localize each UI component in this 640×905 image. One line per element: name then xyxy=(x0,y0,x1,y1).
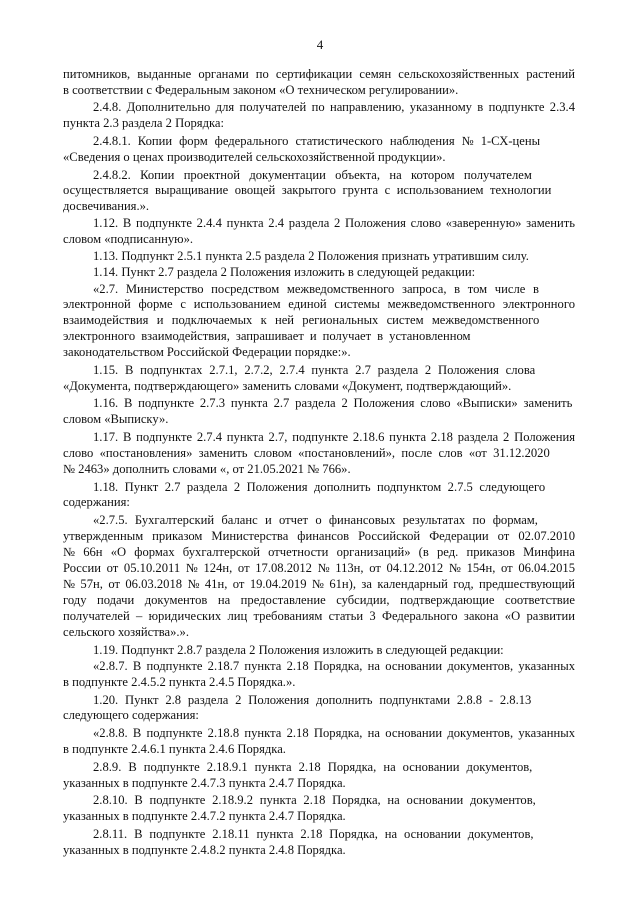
text-line: 1.19. Подпункт 2.8.7 раздела 2 Положения изложить в следующей редакции: xyxy=(93,643,504,657)
text-line: электронной форме с использованием единой системы межведомственного электронного xyxy=(63,297,575,311)
text-line: № 66н «О формах бухгалтерской отчетности организаций» (в ред. приказов Минфина xyxy=(63,545,575,559)
text-line: словом «подписанную». xyxy=(63,232,194,246)
text-line: 2.8.10. В подпункте 2.18.9.2 пункта 2.18 Порядка, на основании документов, xyxy=(93,793,536,807)
text-line: указанных в подпункте 2.4.7.2 пункта 2.4.7 Порядка. xyxy=(63,809,346,823)
page-number: 4 xyxy=(316,37,324,52)
text-line: содержания: xyxy=(63,495,130,509)
text-line: 2.4.8. Дополнительно для получателей по направлению, указанному в подпункте 2.3.4 xyxy=(93,100,575,114)
text-line: досвечивания.». xyxy=(63,199,150,213)
text-line: «Сведения о ценах производителей сельскохозяйственной продукции». xyxy=(63,150,446,164)
text-line: 2.4.8.1. Копии форм федерального статистического наблюдения № 1-СХ-цены xyxy=(93,134,541,148)
text-line: «2.8.8. В подпункте 2.18.8 пункта 2.18 Порядка, на основании документов, указанных xyxy=(93,726,575,740)
text-line: законодательством Российской Федерации порядке:». xyxy=(63,345,351,359)
text-line: 1.14. Пункт 2.7 раздела 2 Положения изложить в следующей редакции: xyxy=(93,265,476,279)
text-line: «2.8.7. В подпункте 2.18.7 пункта 2.18 Порядка, на основании документов, указанных xyxy=(93,659,575,673)
text-line: № 57н, от 06.03.2018 № 41н, от 19.04.2019 № 61н), за календарный год, предшествующий xyxy=(63,577,575,591)
text-line: взаимодействия и подключаемых к ней региональных систем межведомственного xyxy=(63,313,540,327)
text-line: в соответствии с Федеральным законом «О техническом регулировании». xyxy=(63,83,459,97)
text-line: в подпункте 2.4.6.1 пункта 2.4.6 Порядка. xyxy=(63,742,286,756)
text-line: 1.16. В подпункте 2.7.3 пункта 2.7 раздела 2 Положения слово «Выписки» заменить xyxy=(93,396,573,410)
text-line: России от 05.10.2011 № 124н, от 17.08.2012 № 113н, от 04.12.2012 № 154н, от 06.04.2015 xyxy=(63,561,575,575)
text-line: «2.7.5. Бухгалтерский баланс и отчет о финансовых результатах по формам, xyxy=(93,513,538,527)
text-line: следующего содержания: xyxy=(63,708,199,722)
text-line: 1.20. Пункт 2.8 раздела 2 Положения дополнить подпунктами 2.8.8 - 2.8.13 xyxy=(93,693,532,707)
text-line: утвержденным приказом Министерства финансов Российской Федерации от 02.07.2010 xyxy=(63,529,575,543)
text-line: сельского хозяйства».». xyxy=(63,625,189,639)
text-line: 2.8.9. В подпункте 2.18.9.1 пункта 2.18 Порядка, на основании документов, xyxy=(93,760,533,774)
text-line: 2.4.8.2. Копии проектной документации объекта, на котором получателем xyxy=(93,168,532,182)
text-line: 2.8.11. В подпункте 2.18.11 пункта 2.18 Порядка, на основании документов, xyxy=(93,827,534,841)
text-line: получателей – юридических лиц требованиям статьи 3 Федерального закона «О развитии xyxy=(63,609,575,623)
text-line: электронного взаимодействия, запрашивает и получает в установленном xyxy=(63,329,471,343)
text-line: словом «Выписку». xyxy=(63,412,169,426)
text-line: питомников, выданные органами по сертификации семян сельскохозяйственных растений xyxy=(63,67,575,81)
text-line: 1.18. Пункт 2.7 раздела 2 Положения дополнить подпунктом 2.7.5 следующего xyxy=(93,480,546,494)
text-line: № 2463» дополнить словами «, от 21.05.2021 № 766». xyxy=(63,462,351,476)
text-line: 1.13. Подпункт 2.5.1 пункта 2.5 раздела 2 Положения признать утратившим силу. xyxy=(93,249,529,263)
text-line: слово «постановления» заменить словом «постановлений», после слов «от 31.12.2020 xyxy=(63,446,550,460)
text-line: 1.12. В подпункте 2.4.4 пункта 2.4 раздела 2 Положения слово «заверенную» заменить xyxy=(93,216,575,230)
text-line: указанных в подпункте 2.4.8.2 пункта 2.4.8 Порядка. xyxy=(63,843,346,857)
text-line: осуществляется выращивание овощей закрытого грунта с использованием технологии xyxy=(63,183,552,197)
text-line: в подпункте 2.4.5.2 пункта 2.4.5 Порядка.». xyxy=(63,675,296,689)
text-line: «2.7. Министерство посредством межведомственного запроса, в том числе в xyxy=(93,282,539,296)
text-line: году подачи документов на предоставление субсидии, подтверждающие соответствие xyxy=(63,593,575,607)
text-line: указанных в подпункте 2.4.7.3 пункта 2.4.7 Порядка. xyxy=(63,776,346,790)
text-line: пункта 2.3 раздела 2 Порядка: xyxy=(63,116,225,130)
text-line: «Документа, подтверждающего» заменить словами «Документ, подтверждающий». xyxy=(63,379,512,393)
text-line: 1.15. В подпунктах 2.7.1, 2.7.2, 2.7.4 пункта 2.7 раздела 2 Положения слова xyxy=(93,363,536,377)
text-line: 1.17. В подпункте 2.7.4 пункта 2.7, подпункте 2.18.6 пункта 2.18 раздела 2 Положения xyxy=(93,430,575,444)
